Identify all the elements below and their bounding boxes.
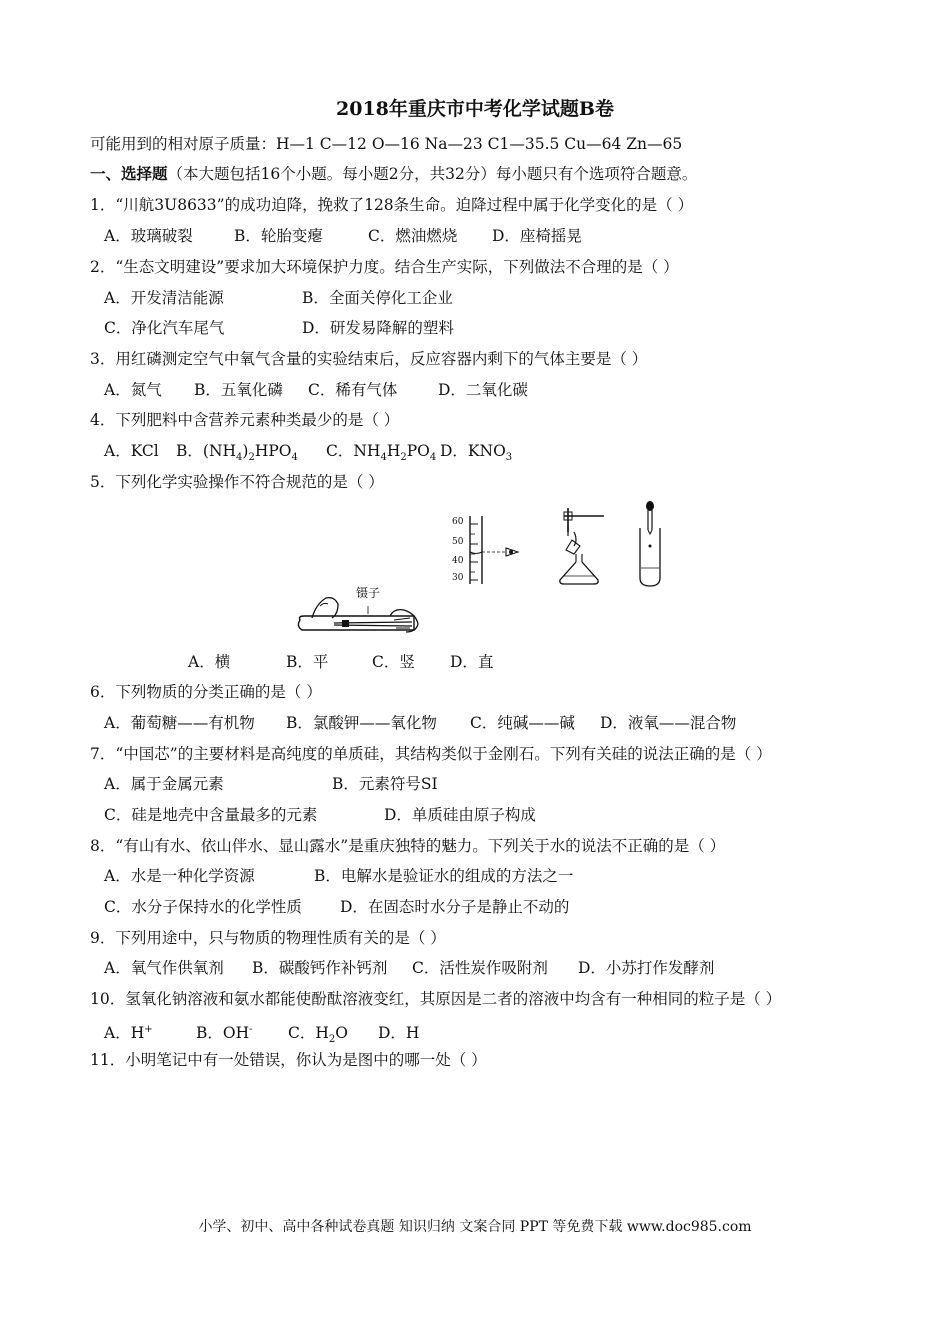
option-a: A．KCl xyxy=(104,442,159,460)
option-b: B．全面关停化工企业 xyxy=(302,289,453,307)
question-9-options xyxy=(104,958,714,978)
question-11-stem: 11．小明笔记中有一处错误，你认为是图中的哪一处（ ） xyxy=(90,1051,487,1069)
question-7-options-row1 xyxy=(104,774,438,794)
option-a: A．氧气作供氧剂 xyxy=(104,959,224,977)
question-1-stem: 1．“川航3U8633”的成功迫降，挽救了128条生命。迫降过程中属于化学变化的是（ ） xyxy=(90,196,694,214)
option-d: D．H xyxy=(378,1024,420,1043)
option-a: A．玻璃破裂 xyxy=(104,227,193,245)
question-4-options xyxy=(104,441,512,468)
option-b: B．碳酸钙作补钙剂 xyxy=(252,959,388,977)
question-10-options xyxy=(104,1020,419,1050)
tweezers-label: 镊子 xyxy=(356,586,381,600)
option-b: B．氯酸钾——氧化物 xyxy=(286,714,437,732)
section-note: （本大题包括16个小题。每小题2分，共32分）每小题只有个选项符合题意。 xyxy=(167,165,698,183)
question-7-options-row2 xyxy=(104,805,536,825)
option-d: D．在固态时水分子是静止不动的 xyxy=(340,898,570,916)
option-b: B．元素符号SI xyxy=(332,775,438,793)
question-10-stem: 10．氢氧化钠溶液和氨水都能使酚酞溶液变红，其原因是二者的溶液中均含有一种相同的粒子是（ ） xyxy=(90,990,782,1008)
option-d: D．二氧化碳 xyxy=(438,381,528,399)
tick-label: 60 xyxy=(452,517,464,527)
question-1-options xyxy=(104,226,582,246)
question-4-stem: 4．下列肥料中含营养元素种类最少的是（ ） xyxy=(90,411,400,429)
figure-a-tweezers-tube xyxy=(294,584,424,644)
option-c: C．燃油燃烧 xyxy=(368,227,458,245)
option-c: C．$NH_4H_2PO_4$ xyxy=(326,442,437,464)
question-2-options-row2 xyxy=(104,318,454,338)
question-2-stem: 2．“生态文明建设”要求加大环境保护力度。结合生产实际，下列做法不合理的是（ ） xyxy=(90,258,679,276)
option-a: A．横 xyxy=(188,653,231,671)
question-5-stem: 5．下列化学实验操作不符合规范的是（ ） xyxy=(90,473,384,491)
figure-c-flask-stand xyxy=(552,506,612,588)
question-6-options xyxy=(104,713,736,733)
option-c: C．$H_2O$ xyxy=(288,1024,348,1046)
question-5-options xyxy=(188,652,493,672)
option-d: D．研发易降解的塑料 xyxy=(302,319,454,337)
option-a: A．H+ xyxy=(104,1024,153,1043)
tick-label: 40 xyxy=(452,556,464,566)
option-d: D．$KNO_3$ xyxy=(440,442,513,464)
option-d: D．座椅摇晃 xyxy=(492,227,582,245)
question-9-stem: 9．下列用途中，只与物质的物理性质有关的是（ ） xyxy=(90,929,446,947)
option-b: B．轮胎变瘪 xyxy=(234,227,323,245)
option-b: B．平 xyxy=(286,653,329,671)
question-8-options-row1 xyxy=(104,866,573,886)
question-3-stem: 3．用红磷测定空气中氧气含量的实验结束后，反应容器内剩下的气体主要是（ ） xyxy=(90,350,648,368)
option-d: D．直 xyxy=(450,653,494,671)
option-d: D．单质硅由原子构成 xyxy=(384,806,536,824)
option-c: C．活性炭作吸附剂 xyxy=(412,959,548,977)
option-a: A．葡萄糖——有机物 xyxy=(104,714,255,732)
option-c: C．水分子保持水的化学性质 xyxy=(104,898,302,916)
option-c: C．竖 xyxy=(372,653,415,671)
option-b: B．电解水是验证水的组成的方法之一 xyxy=(314,867,574,885)
page-title: 2018年重庆市中考化学试题B卷 xyxy=(336,98,614,120)
question-6-stem: 6．下列物质的分类正确的是（ ） xyxy=(90,683,322,701)
atomic-masses: 可能用到的相对原子质量：H—1 C—12 O—16 Na—23 C1—35.5 Cu—64 Zn—65 xyxy=(90,135,683,153)
option-a: A．属于金属元素 xyxy=(104,775,224,793)
option-c: C．稀有气体 xyxy=(308,381,398,399)
option-c: C．纯碱——碱 xyxy=(470,714,575,732)
option-a: A．水是一种化学资源 xyxy=(104,867,255,885)
figure-d-dropper-tube xyxy=(630,500,670,590)
option-a: A．氮气 xyxy=(104,381,162,399)
question-8-stem: 8．“有山有水、依山伴水、显山露水”是重庆独特的魅力。下列关于水的说法不正确的是（ ） xyxy=(90,837,726,855)
page-footer: 小学、初中、高中各种试卷真题 知识归纳 文案合同 PPT 等免费下载 www.doc985.com xyxy=(198,1219,752,1235)
tick-label: 30 xyxy=(452,573,464,583)
question-8-options-row2 xyxy=(104,897,569,917)
option-b: B．OH- xyxy=(196,1024,253,1043)
option-c: C．净化汽车尾气 xyxy=(104,319,225,337)
option-d: D．小苏打作发酵剂 xyxy=(578,959,715,977)
question-2-options-row1 xyxy=(104,288,453,308)
option-d: D．液氧——混合物 xyxy=(600,714,737,732)
option-c: C．硅是地壳中含量最多的元素 xyxy=(104,806,318,824)
option-b: B．$(NH_4)_2HPO_4$ xyxy=(176,442,298,464)
question-7-stem: 7．“中国芯”的主要材料是高纯度的单质硅，其结构类似于金刚石。下列有关硅的说法正确的是（ ） xyxy=(90,745,772,763)
section-title: 一、选择题 xyxy=(90,164,168,183)
option-b: B．五氧化磷 xyxy=(194,381,283,399)
figure-b-graduated-cylinder xyxy=(452,514,526,588)
question-3-options xyxy=(104,380,528,400)
tick-label: 50 xyxy=(452,537,464,547)
option-a: A．开发清洁能源 xyxy=(104,289,224,307)
section-heading xyxy=(90,164,697,184)
